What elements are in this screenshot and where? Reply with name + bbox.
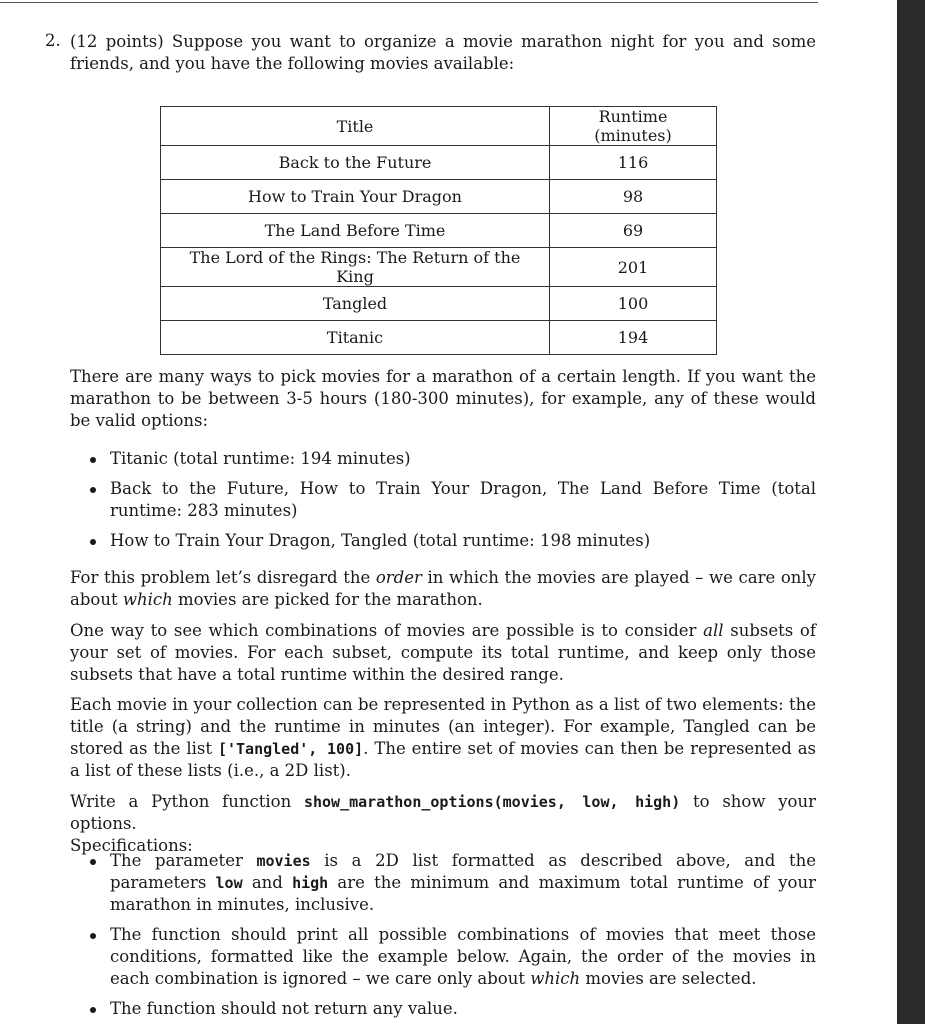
para-subsets: One way to see which combinations of movies are possible is to consider all subsets of your set of movies. For each subset, compute its total runtime, and keep only those subsets that have a total runtime within the desired range.	[70, 621, 816, 684]
list-item: Back to the Future, How to Train Your Dragon, The Land Before Time (total runtime: 283 minutes)	[70, 478, 816, 522]
movies-table	[160, 106, 717, 355]
cell-title: Back to the Future	[161, 146, 550, 180]
cell-title: How to Train Your Dragon	[161, 180, 550, 214]
cell-runtime: 69	[550, 214, 717, 248]
para-ways: There are many ways to pick movies for a marathon of a certain length. If you want the marathon to be between 3-5 hours (180-300 minutes), for example, any of these would be valid options:	[70, 367, 816, 430]
cell-runtime: 201	[550, 248, 717, 287]
table-row	[161, 287, 717, 321]
cell-runtime: 98	[550, 180, 717, 214]
list-item: The function should not return any value.	[70, 998, 816, 1020]
para-order: For this problem let’s disregard the order in which the movies are played – we care only about which movies are picked for the marathon.	[70, 568, 816, 609]
bullet-icon	[90, 487, 96, 493]
cell-title: The Lord of the Rings: The Return of the King	[161, 248, 550, 287]
list-item: Titanic (total runtime: 194 minutes)	[70, 448, 816, 470]
function-signature: show_marathon_options(movies, low, high)	[303, 793, 681, 811]
table-row	[161, 146, 717, 180]
options-list	[70, 448, 816, 560]
bullet-icon	[90, 859, 96, 865]
bullet-icon	[90, 539, 96, 545]
top-rule	[0, 2, 818, 3]
cell-title: Titanic	[161, 321, 550, 355]
cell-runtime: 194	[550, 321, 717, 355]
bullet-icon	[90, 1007, 96, 1013]
bullet-icon	[90, 933, 96, 939]
cell-runtime: 100	[550, 287, 717, 321]
table-row	[161, 214, 717, 248]
header-title: Title	[161, 107, 550, 146]
problem-number: 2.	[45, 31, 61, 50]
cell-title: Tangled	[161, 287, 550, 321]
header-runtime: Runtime (minutes)	[550, 107, 717, 146]
list-item: The function should print all possible combinations of movies that meet those conditions, formatted like the example below. Again, the order of the movies in each combination is ignored – we care only about which movies are selected.	[70, 924, 816, 990]
para-representation: Each movie in your collection can be represented in Python as a list of two elements: the title (a string) and the runtime in minutes (an integer). For example, Tangled can be stored as the list ['Tangled', 100]. The entire set of movies can then be represented as a list of these lists (i.e., a 2D list).	[70, 695, 816, 780]
cell-title: The Land Before Time	[161, 214, 550, 248]
table-header-row	[161, 107, 717, 146]
specs-list	[70, 850, 816, 1028]
table-row	[161, 321, 717, 355]
code-example: ['Tangled', 100]	[217, 740, 364, 758]
table-row	[161, 180, 717, 214]
cell-runtime: 116	[550, 146, 717, 180]
bullet-icon	[90, 457, 96, 463]
problem-intro: (12 points) Suppose you want to organize a movie marathon night for you and some friends, and you have the following movies available:	[70, 32, 816, 73]
list-item: The parameter movies is a 2D list formatted as described above, and the parameters low and high are the minimum and maximum total runtime of your marathon in minutes, inclusive.	[70, 850, 816, 916]
scrollbar[interactable]	[897, 0, 925, 1024]
list-item: How to Train Your Dragon, Tangled (total runtime: 198 minutes)	[70, 530, 816, 552]
table-row	[161, 248, 717, 287]
para-write: Write a Python function show_marathon_options(movies, low, high) to show your options. Specifications:	[70, 792, 816, 855]
